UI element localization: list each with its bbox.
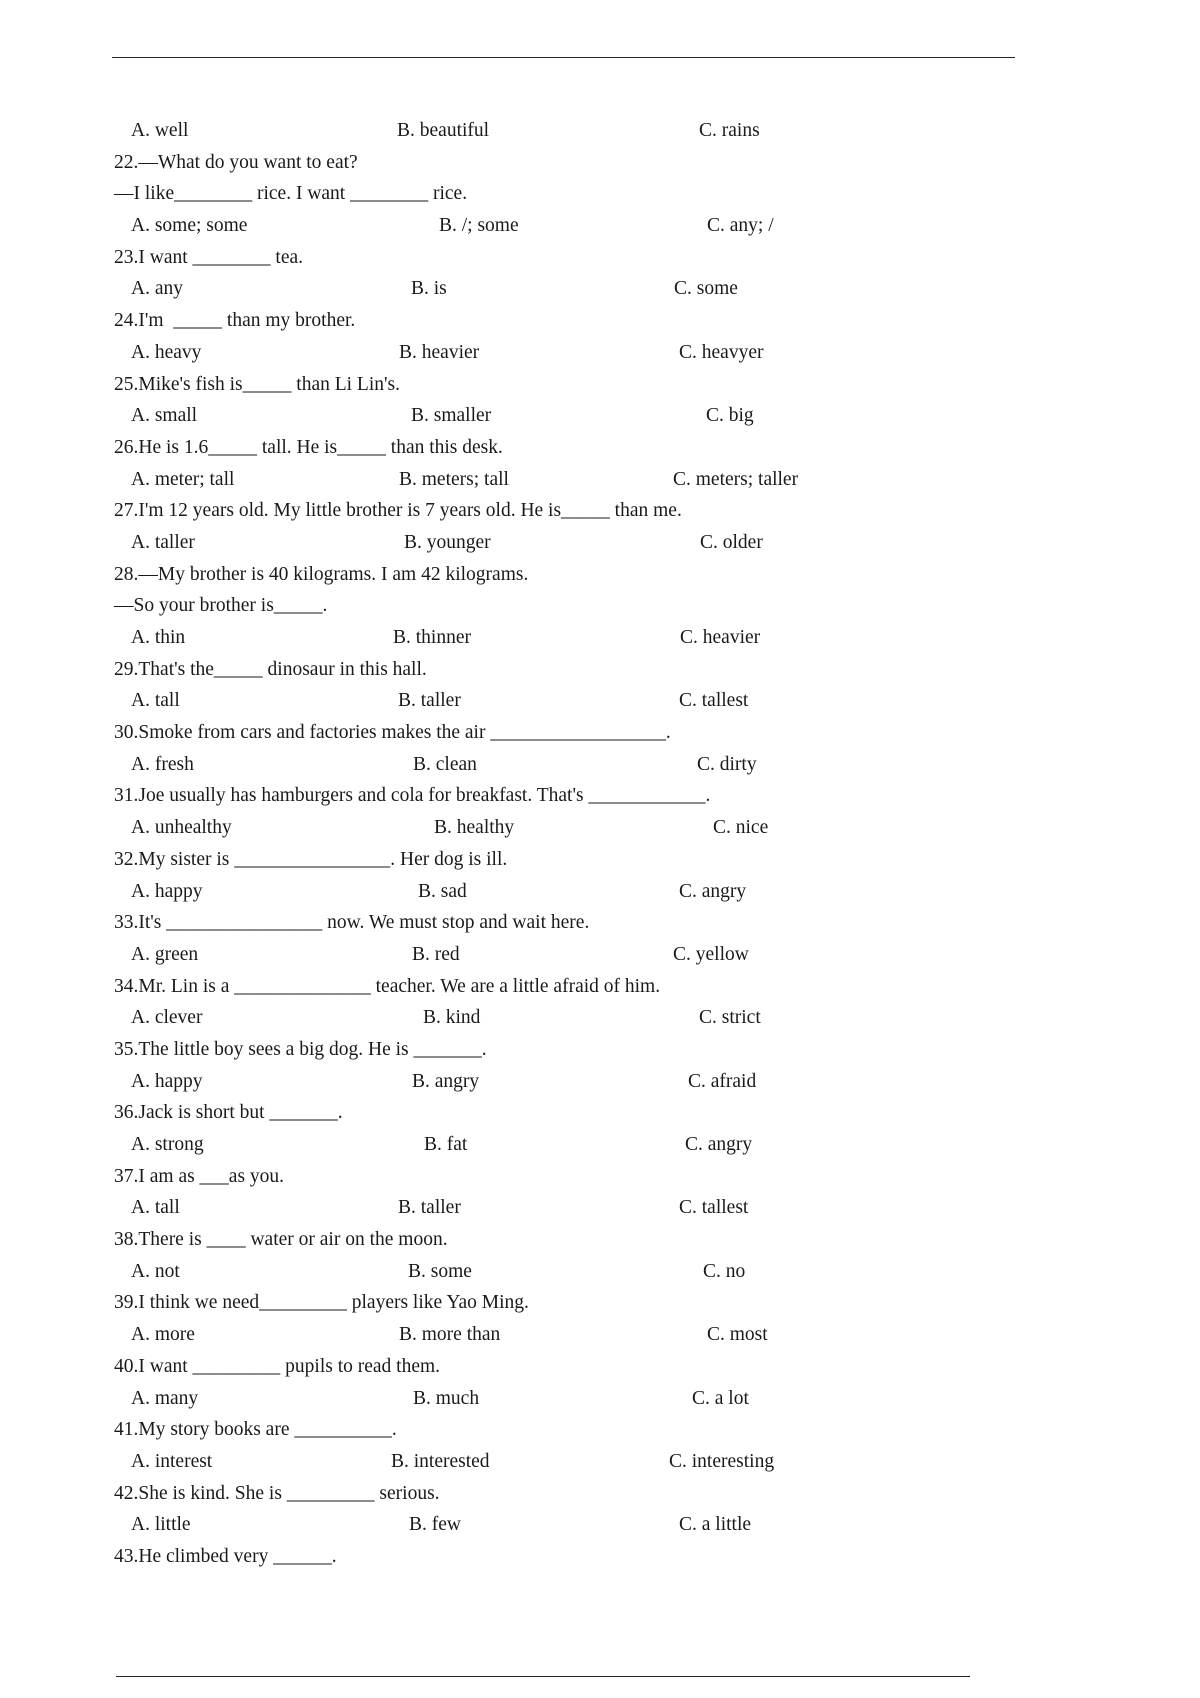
option-b: B. taller (398, 690, 461, 712)
option-a: A. tall (131, 690, 180, 712)
option-a: A. taller (131, 531, 195, 553)
question-line (0, 654, 1200, 686)
option-a: A. clever (131, 1007, 203, 1029)
question-text: 32.My sister is ________________. Her dog is ill. (114, 848, 508, 870)
option-c: C. nice (713, 817, 769, 839)
option-c: C. some (674, 278, 738, 300)
question-line (0, 559, 1200, 591)
question-text: 28.—My brother is 40 kilograms. I am 42 kilograms. (114, 563, 529, 585)
question-line (0, 305, 1200, 337)
question-line (0, 907, 1200, 939)
option-c: C. rains (699, 120, 760, 141)
option-c: C. a lot (692, 1387, 749, 1409)
options-row (0, 1066, 1200, 1098)
question-text: 24.I'm _____ than my brother. (114, 310, 356, 332)
question-text: 30.Smoke from cars and factories makes the air __________________. (114, 722, 671, 744)
option-c: C. tallest (679, 1197, 749, 1219)
footer-rule (116, 1676, 970, 1677)
question-text: 36.Jack is short but _______. (114, 1102, 343, 1124)
options-row (0, 527, 1200, 559)
question-text: 31.Joe usually has hamburgers and cola for breakfast. That's ____________. (114, 785, 711, 807)
question-text: 33.It's ________________ now. We must stop and wait here. (114, 912, 590, 934)
question-text: 39.I think we need_________ players like Yao Ming. (114, 1292, 529, 1314)
question-text: 27.I'm 12 years old. My little brother is 7 years old. He is_____ than me. (114, 500, 682, 522)
option-a: A. some; some (131, 215, 248, 237)
option-a: A. little (131, 1514, 191, 1536)
option-a: A. meter; tall (131, 468, 235, 490)
question-text: 41.My story books are __________. (114, 1419, 397, 1441)
option-b: B. much (413, 1387, 480, 1409)
question-text: 26.He is 1.6_____ tall. He is_____ than this desk. (114, 436, 503, 458)
option-a: A. thin (131, 627, 186, 648)
question-line (0, 971, 1200, 1003)
option-c: C. a little (679, 1514, 752, 1536)
option-a: A. many (131, 1387, 199, 1409)
option-c: C. big (706, 405, 754, 427)
option-c: C. heavyer (679, 341, 764, 363)
question-line (0, 1414, 1200, 1446)
options-row (0, 273, 1200, 305)
question-line (0, 780, 1200, 812)
question-text: 35.The little boy sees a big dog. He is _______. (114, 1038, 487, 1060)
options-row (0, 812, 1200, 844)
question-line (0, 1034, 1200, 1066)
options-row (0, 1383, 1200, 1415)
options-row (0, 1509, 1200, 1541)
option-a: A. strong (131, 1134, 204, 1155)
option-b: B. thinner (393, 627, 471, 648)
option-a: A. not (131, 1260, 180, 1282)
question-line (0, 1161, 1200, 1193)
option-c: C. any; / (707, 215, 774, 237)
question-text: 40.I want _________ pupils to read them. (114, 1355, 441, 1377)
options-row (0, 749, 1200, 781)
question-line (0, 369, 1200, 401)
question-line (0, 495, 1200, 527)
option-a: A. happy (131, 1070, 203, 1092)
question-text: 23.I want ________ tea. (114, 246, 304, 268)
option-c: C. meters; taller (673, 468, 799, 490)
options-row (0, 210, 1200, 242)
options-row (0, 1319, 1200, 1351)
option-a: A. happy (131, 880, 203, 902)
option-b: B. interested (391, 1450, 490, 1472)
question-line (0, 432, 1200, 464)
option-b: B. heavier (399, 341, 480, 363)
options-row (0, 1192, 1200, 1224)
question-line (0, 1287, 1200, 1319)
question-line (0, 147, 1200, 179)
option-b: B. red (412, 943, 460, 965)
option-a: A. heavy (131, 341, 202, 363)
question-text: 25.Mike's fish is_____ than Li Lin's. (114, 373, 400, 395)
option-a: A. small (131, 405, 198, 427)
question-line (0, 1478, 1200, 1510)
question-text: —I like________ rice. I want ________ rice. (114, 183, 468, 205)
option-c: C. strict (699, 1007, 761, 1029)
options-row (0, 115, 1200, 147)
option-b: B. meters; tall (399, 468, 509, 490)
option-b: B. younger (404, 531, 491, 553)
option-c: C. angry (685, 1134, 753, 1155)
option-b: B. more than (399, 1324, 501, 1346)
option-c: C. afraid (688, 1070, 757, 1092)
options-row (0, 622, 1200, 654)
option-b: B. healthy (434, 817, 515, 839)
options-row (0, 939, 1200, 971)
question-text: 38.There is ____ water or air on the moon. (114, 1229, 448, 1251)
options-row (0, 337, 1200, 369)
options-row (0, 685, 1200, 717)
option-a: A. interest (131, 1450, 213, 1472)
options-row (0, 876, 1200, 908)
question-line (0, 1224, 1200, 1256)
question-line (0, 242, 1200, 274)
option-a: A. well (131, 120, 189, 141)
option-b: B. kind (423, 1007, 481, 1029)
question-text: 34.Mr. Lin is a ______________ teacher. We are a little afraid of him. (114, 975, 661, 997)
option-c: C. yellow (673, 943, 749, 965)
option-c: C. dirty (697, 753, 757, 775)
question-text: 43.He climbed very ______. (114, 1545, 337, 1567)
header-rule (112, 57, 1015, 58)
option-b: B. beautiful (397, 120, 490, 141)
option-b: B. smaller (411, 405, 492, 427)
question-line (0, 1351, 1200, 1383)
question-text: 37.I am as ___as you. (114, 1165, 285, 1187)
option-a: A. tall (131, 1197, 180, 1219)
options-row (0, 1446, 1200, 1478)
options-row (0, 1129, 1200, 1161)
option-a: A. more (131, 1324, 195, 1346)
option-a: A. green (131, 943, 199, 965)
question-line (0, 178, 1200, 210)
option-b: B. sad (418, 880, 467, 902)
option-b: B. some (408, 1260, 472, 1282)
options-row (0, 400, 1200, 432)
option-c: C. most (707, 1324, 768, 1346)
question-line (0, 590, 1200, 622)
question-line (0, 844, 1200, 876)
option-b: B. is (411, 278, 447, 300)
option-a: A. any (131, 278, 183, 300)
option-c: C. no (703, 1260, 746, 1282)
question-text: 22.—What do you want to eat? (114, 151, 358, 173)
option-c: C. heavier (680, 627, 761, 648)
option-c: C. older (700, 531, 763, 553)
option-b: B. /; some (439, 215, 519, 237)
option-a: A. fresh (131, 753, 194, 775)
option-b: B. few (409, 1514, 461, 1536)
option-b: B. angry (412, 1070, 480, 1092)
question-list (0, 115, 1200, 1573)
option-b: B. fat (424, 1134, 468, 1155)
option-b: B. taller (398, 1197, 461, 1219)
option-c: C. tallest (679, 690, 749, 712)
options-row (0, 464, 1200, 496)
question-line (0, 1097, 1200, 1129)
option-c: C. interesting (669, 1450, 775, 1472)
question-line (0, 717, 1200, 749)
option-b: B. clean (413, 753, 477, 775)
options-row (0, 1256, 1200, 1288)
question-text: —So your brother is_____. (114, 595, 328, 617)
option-c: C. angry (679, 880, 747, 902)
question-text: 42.She is kind. She is _________ serious. (114, 1482, 440, 1504)
options-row (0, 1002, 1200, 1034)
option-a: A. unhealthy (131, 817, 232, 839)
question-text: 29.That's the_____ dinosaur in this hall. (114, 658, 427, 680)
question-line (0, 1541, 1200, 1573)
